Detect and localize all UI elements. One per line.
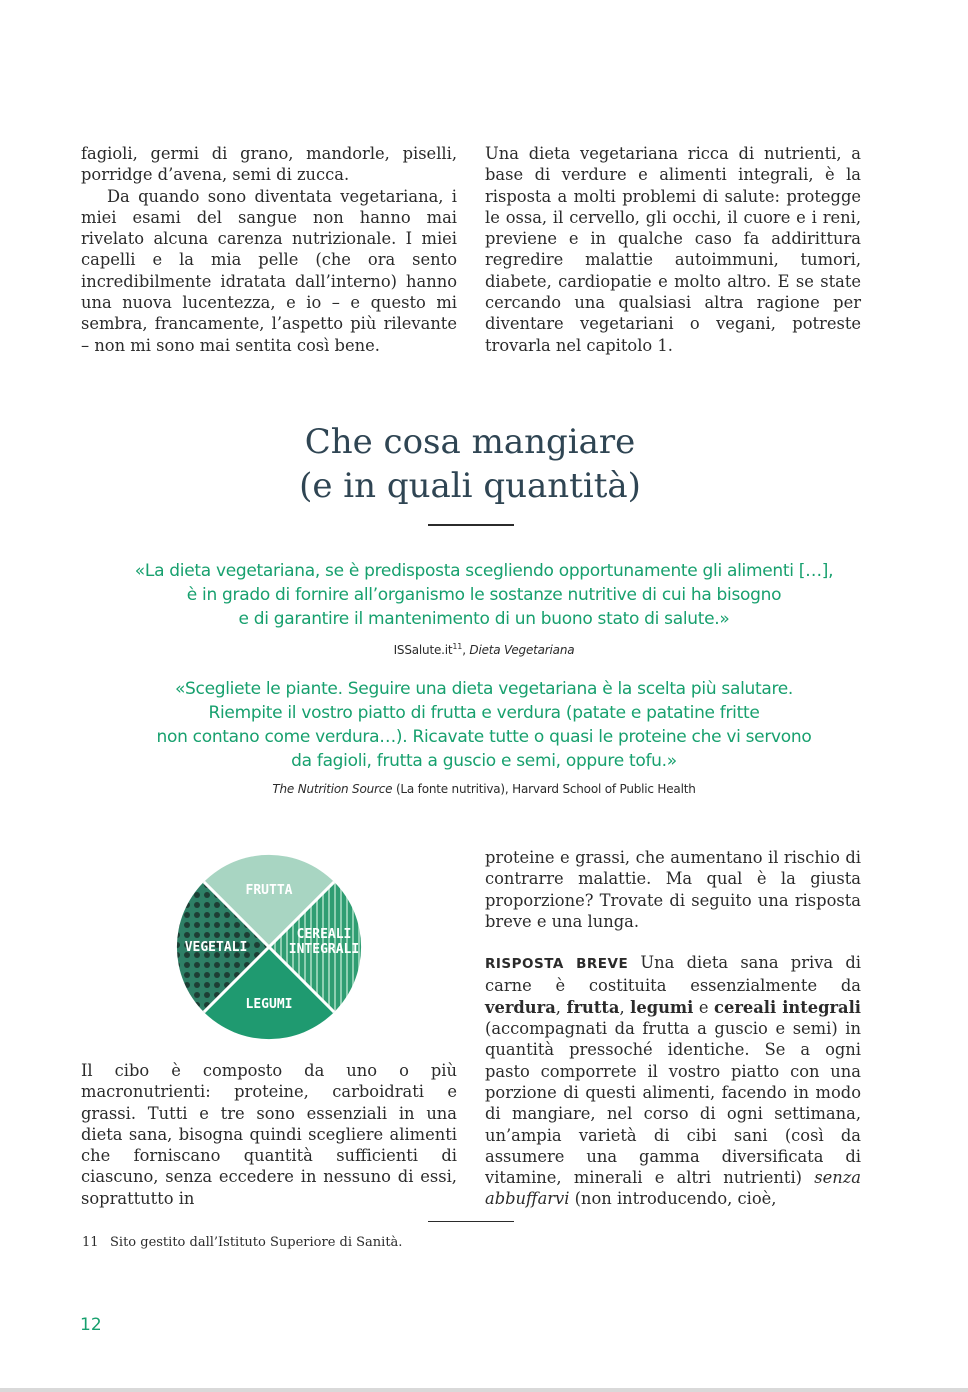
bold-verdura: verdura <box>485 997 556 1017</box>
source-footnote-ref: 11 <box>452 642 463 651</box>
heading-line-2: (e in quali quantità) <box>299 466 641 506</box>
risposta-breve-label: RISPOSTA BREVE <box>485 956 629 973</box>
source-title: Dieta Vegetariana <box>469 643 575 657</box>
plate-label-frutta: FRUTTA <box>245 883 293 898</box>
quote-line: da fagioli, frutta a guscio e semi, oppure tofu.» <box>291 751 677 771</box>
heading-line-1: Che cosa mangiare <box>304 422 636 462</box>
paragraph: Il cibo è composto da uno o più macronutrienti: proteine, carboidrati e grassi. Tutti e tre sono essenziali in una dieta sana, bisogna quindi scegliere alimenti che forniscano quantità sufficienti di ciascuno, senza eccedere in nessuno di essi, soprattutto in <box>81 1061 457 1208</box>
plate-label-legumi: LEGUMI <box>245 997 293 1012</box>
healthy-plate-illustration <box>172 850 366 1044</box>
footnote <box>82 1235 402 1250</box>
top-left-column <box>81 143 457 356</box>
quote-issalute <box>80 559 888 631</box>
bold-legumi: legumi <box>630 997 694 1017</box>
quote-line: «Scegliete le piante. Seguire una dieta vegetariana è la scelta più salutare. <box>174 679 794 699</box>
text-run: e <box>693 997 715 1017</box>
text-run: , <box>555 997 567 1017</box>
bold-frutta: frutta <box>566 997 620 1017</box>
text-run: , <box>619 997 631 1017</box>
paragraph-risposta-breve <box>485 952 861 1210</box>
source-detail: (La fonte nutritiva), Harvard School of Public Health <box>392 782 696 796</box>
footnote-number: 11 <box>82 1235 99 1250</box>
text-run: (accompagnati da frutta a guscio e semi) in quantità pressoché identiche. Se a ogni pasto comporrete il vostro piatto con una porzione di questi alimenti, facendo in modo di mangiare, nel corso di ogni settimana, un’ampia varietà di cibi sani (così da assumere una gamma diversificata di vitamine, minerali e altri nutrienti) <box>485 1019 861 1188</box>
quote-line: non contano come verdura…). Ricavate tutte o quasi le proteine che vi servono <box>156 727 812 747</box>
plate-label-cereali: CEREALI <box>296 927 352 942</box>
quote-line: è in grado di fornire all’organismo le sostanze nutritive di cui ha bisogno <box>186 585 782 605</box>
page-number: 12 <box>80 1315 102 1335</box>
quote-harvard <box>80 677 888 773</box>
top-right-column <box>485 143 861 356</box>
bottom-left-column <box>81 1060 457 1209</box>
quote-source-harvard <box>80 781 888 797</box>
quote-line: «La dieta vegetariana, se è predisposta scegliendo opportunamente gli alimenti […], <box>134 561 834 581</box>
text-run: (non introducendo, cioè, <box>569 1189 777 1209</box>
source-title: The Nutrition Source <box>272 782 393 796</box>
quote-source-issalute: $ISSalute.it^{11}$, Dieta Vegetariana <box>393 642 575 657</box>
heading-divider <box>428 524 514 526</box>
paragraph: proteine e grassi, che aumentano il rischio di contrarre malattie. Ma qual è la giusta proporzione? Trovate di seguito una risposta breve e una lunga. <box>485 848 861 931</box>
bottom-right-column <box>485 847 861 1210</box>
footnote-divider <box>428 1221 514 1222</box>
page-edge <box>0 1388 968 1392</box>
italic-senza-abbuffarvi: senza abbuffarvi <box>485 1168 861 1209</box>
source-site: ISSalute.it <box>393 643 453 657</box>
text-run: Una dieta sana priva di carne è costituita essenzialmente da <box>485 953 861 996</box>
paragraph: Una dieta vegetariana ricca di nutrienti, a base di verdure e alimenti integrali, è la risposta a molti problemi di salute: protegge le ossa, il cervello, gli occhi, il cuore e i reni, previene e in qualche caso fa addirittura regredire malattie autoimmuni, tumori, diabete, cardiopatie e molto altro. E se state cercando una qualsiasi altra ragione per diventare vegetariani o vegani, potreste trovarla nel capitolo 1. <box>485 144 861 355</box>
plate-label-integrali: INTEGRALI <box>288 942 360 957</box>
paragraph: Da quando sono diventata vegetariana, i miei esami del sangue non hanno mai rivelato alcuna carenza nutrizionale. I miei capelli e la mia pelle (che ora sento incredibilmente idratata dall’interno) hanno una nuova lucentezza, e io – e questo mi sembra, francamente, l’aspetto più rilevante – non mi sono mai sentita così bene. <box>81 186 457 355</box>
plate-label-vegetali: VEGETALI <box>184 940 248 955</box>
footnote-text: Sito gestito dall’Istituto Superiore di Sanità. <box>110 1235 403 1250</box>
section-heading <box>150 420 790 508</box>
quote-line: Riempite il vostro piatto di frutta e verdura (patate e patatine fritte <box>208 703 760 723</box>
bold-cereali-integrali: cereali integrali <box>714 997 861 1017</box>
paragraph: fagioli, germi di grano, mandorle, piselli, porridge d’avena, semi di zucca. <box>81 144 457 185</box>
quote-line: e di garantire il mantenimento di un buono stato di salute.» <box>238 609 730 629</box>
